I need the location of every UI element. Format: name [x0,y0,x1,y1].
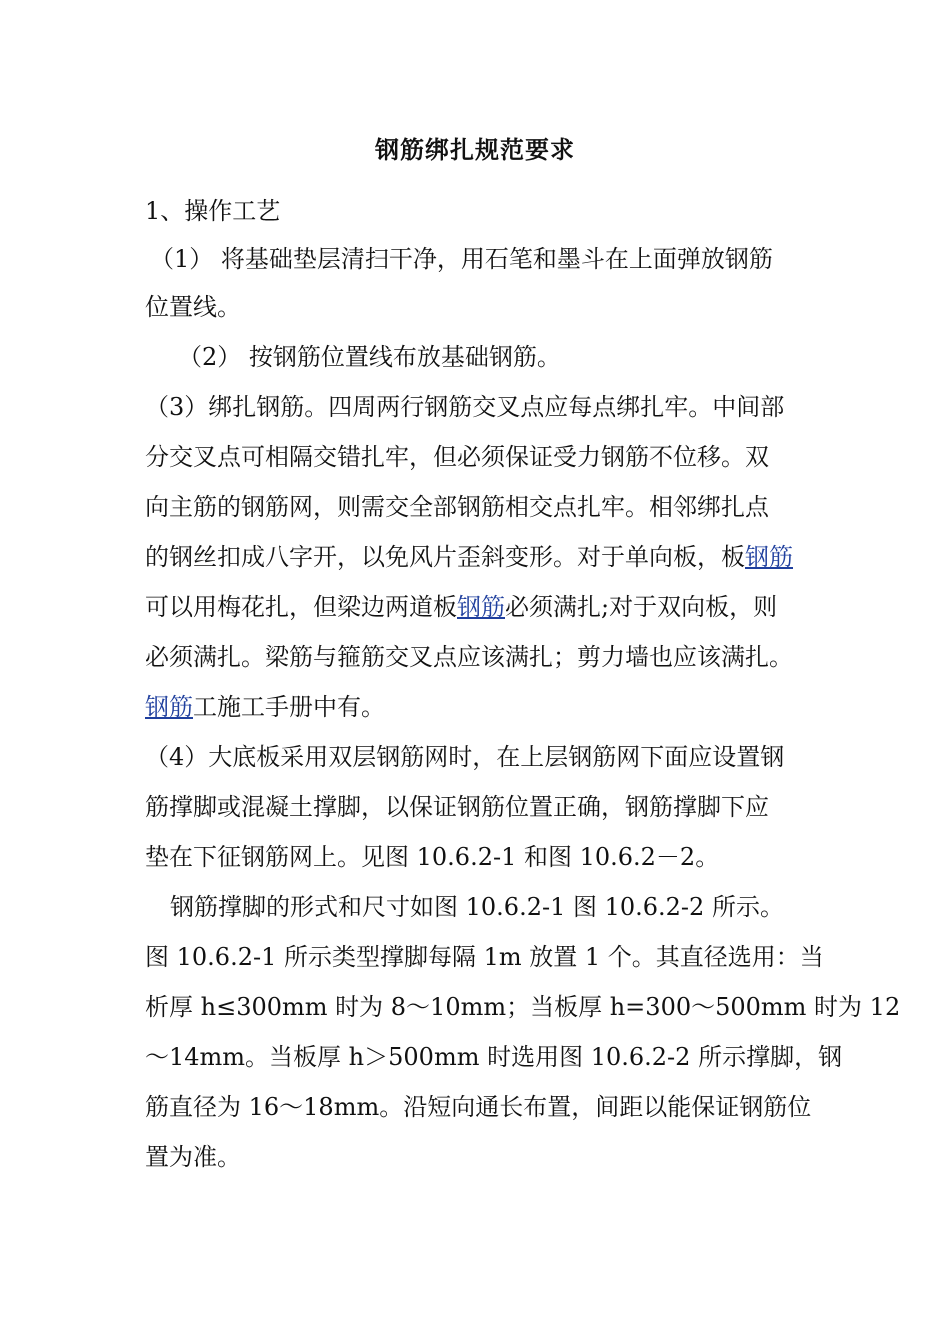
document-title: 钢筋绑扎规范要求 [375,135,575,164]
text-segment: 筋撑脚或混凝土撑脚，以保证钢筋位置正确，钢筋撑脚下应 [145,793,769,821]
text-segment: 垫在下征钢筋网上。见图 10.6.2-1 和图 10.6.2－2。 [145,843,720,871]
text-segment: 筋直径为 16～18mm。沿短向通长布置，间距以能保证钢筋位 [145,1093,812,1121]
text-segment: 必须满扎;对于双向板，则 [505,593,778,621]
text-segment: 1、操作工艺 [145,197,281,225]
text-line [178,339,561,375]
text-line [145,689,385,725]
text-line [145,489,769,525]
text-segment: 图 10.6.2-1 所示类型撑脚每隔 1m 放置 1 个。其直径选用：当 [145,943,824,971]
text-segment: 可以用梅花扎，但梁边两道板 [145,593,457,621]
text-line [145,639,793,675]
text-line [145,439,769,475]
text-segment: 分交叉点可相隔交错扎牢，但必须保证受力钢筋不位移。双 [145,443,769,471]
text-line [145,1039,842,1075]
text-segment: 的钢丝扣成八字开，以免风片歪斜变形。对于单向板，板 [145,543,745,571]
text-segment: 向主筋的钢筋网，则需交全部钢筋相交点扎牢。相邻绑扎点 [145,493,769,521]
inline-link[interactable]: 钢筋 [745,543,793,571]
text-segment: （2） 按钢筋位置线布放基础钢筋。 [178,343,561,371]
text-line [145,739,784,775]
text-line [145,989,900,1025]
text-segment: 必须满扎。梁筋与箍筋交叉点应该满扎；剪力墙也应该满扎。 [145,643,793,671]
text-line [170,889,784,925]
text-line [145,789,769,825]
text-line [145,939,824,975]
text-line [145,839,719,875]
inline-link[interactable]: 钢筋 [145,693,193,721]
text-line [145,539,793,575]
text-line [145,193,280,229]
text-line [150,241,773,277]
text-segment: 置为准。 [145,1143,241,1171]
text-line [145,289,241,325]
text-segment: （3）绑扎钢筋。四周两行钢筋交叉点应每点绑扎牢。中间部 [145,393,785,421]
text-segment: 钢筋撑脚的形式和尺寸如图 10.6.2-1 图 10.6.2-2 所示。 [170,893,784,921]
text-segment: （4）大底板采用双层钢筋网时，在上层钢筋网下面应设置钢 [145,743,785,771]
text-segment: ～14mm。当板厚 h＞500mm 时选用图 10.6.2-2 所示撑脚，钢 [145,1043,843,1071]
text-line [145,1089,811,1125]
text-line [145,389,784,425]
text-segment: 工施工手册中有。 [193,693,385,721]
text-line [145,1139,241,1175]
text-segment: （1） 将基础垫层清扫干净，用石笔和墨斗在上面弹放钢筋 [150,245,773,273]
text-line [145,589,777,625]
inline-link[interactable]: 钢筋 [457,593,505,621]
text-segment: 位置线。 [145,293,241,321]
text-segment: 析厚 h≤300mm 时为 8～10mm；当板厚 h=300～500mm 时为 12 [145,993,901,1021]
